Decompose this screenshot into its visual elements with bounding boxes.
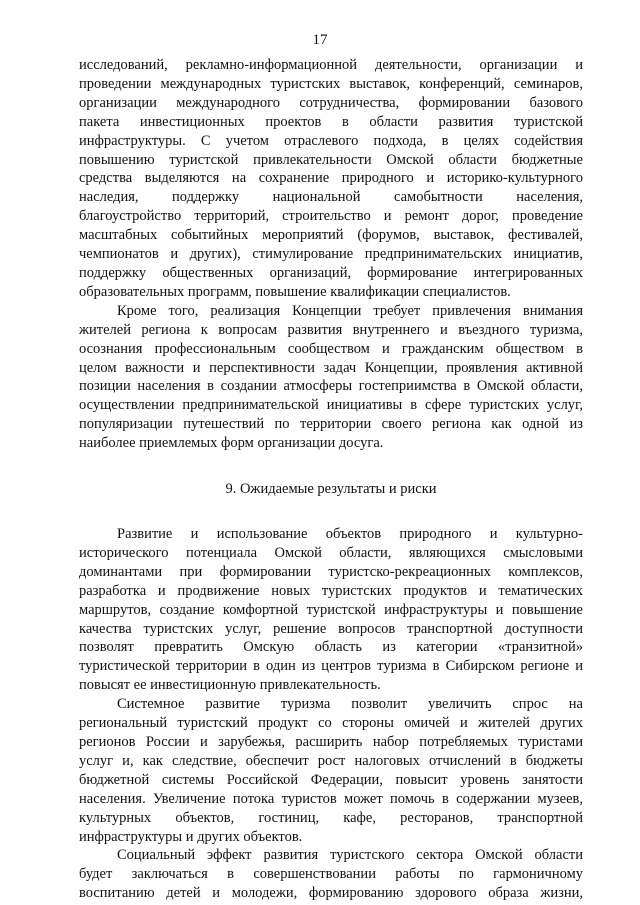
text-line: инфраструктуры и других объектов. xyxy=(79,828,303,845)
text-line: туристической территории в один из центров туризма в Сибирском регионе и xyxy=(79,658,583,675)
text-line: услуг и, как следствие, обеспечит рост налоговых отчислений в бюджеты xyxy=(79,752,583,769)
text-line: средства выделяются на сохранение природного и историко-культурного xyxy=(79,170,583,187)
text-line: масштабных событийных мероприятий (форумов, выставок, фестивалей, xyxy=(79,227,583,244)
text-line: маршрутов, создание комфортной туристской инфраструктуры и повышение xyxy=(79,601,583,618)
text-line: наследия, поддержку национальной самобытности населения, xyxy=(79,189,583,206)
text-line: популяризации путешествий по территории своего региона как одной из xyxy=(79,416,583,433)
document-body xyxy=(79,56,583,903)
text-line: доминантами при формировании туристско-рекреационных комплексов, xyxy=(79,563,583,580)
text-line: осуществлении предпринимательской инициативы в сфере туристских услуг, xyxy=(79,397,583,414)
text-line: бюджетной системы Российской Федерации, повысит уровень занятости xyxy=(79,771,583,788)
text-line: воспитанию детей и молодежи, формированию здорового образа жизни, xyxy=(79,885,583,902)
text-line: позволят превратить Омскую область из категории «транзитной» xyxy=(79,639,583,656)
text-line: благоустройство территорий, строительство и ремонт дорог, проведение xyxy=(79,208,583,225)
paragraph-3 xyxy=(79,525,583,695)
text-line: жителей региона к вопросам развития внутреннего и въездного туризма, xyxy=(79,321,583,338)
text-line: организации международного сотрудничества, формировании базового xyxy=(79,94,583,111)
text-line: региональный туристский продукт со стороны омичей и жителей других xyxy=(79,715,583,732)
paragraph-1 xyxy=(79,56,583,302)
text-line: чемпионатов и других), стимулирование предпринимательских инициатив, xyxy=(79,246,583,263)
paragraph-2 xyxy=(79,302,583,453)
text-line: образовательных программ, повышение квалификации специалистов. xyxy=(79,283,511,300)
text-line: регионов России и зарубежья, расширить набор потребляемых туристами xyxy=(79,734,583,750)
text-line: осознания профессиональным сообществом и гражданским обществом в xyxy=(79,340,583,357)
text-line: позиции населения в создании атмосферы гостеприимства в Омской области, xyxy=(79,378,583,395)
text-line: инфраструктуры. С учетом отраслевого подхода, в целях содействия xyxy=(79,132,583,149)
text-line: исторического потенциала Омской области, являющихся смысловыми xyxy=(79,544,583,561)
text-line: разработка и продвижение новых туристских продуктов и тематических xyxy=(79,582,583,599)
text-line: исследований, рекламно-информационной деятельности, организации и xyxy=(79,57,583,73)
text-line: Системное развитие туризма позволит увеличить спрос на xyxy=(117,696,583,713)
text-line: пакета инвестиционных проектов в области развития туристской xyxy=(79,113,583,130)
text-line: Социальный эффект развития туристского сектора Омской области xyxy=(117,847,583,864)
text-line: целом важности и перспективности задач Концепции, проявления активной xyxy=(79,359,583,376)
section-heading: 9. Ожидаемые результаты и риски xyxy=(225,481,437,498)
text-line: наиболее приемлемых форм организации досуга. xyxy=(79,435,384,452)
page-number: 17 xyxy=(312,32,328,48)
text-line: качества туристских услуг, решение вопросов транспортной доступности xyxy=(79,620,583,637)
text-line: Развитие и использование объектов природного и культурно- xyxy=(117,526,583,543)
text-line: населения. Увеличение потока туристов может помочь в содержании музеев, xyxy=(79,790,583,807)
text-line: проведении международных туристских выставок, конференций, семинаров, xyxy=(79,75,583,92)
paragraph-4 xyxy=(79,695,583,846)
text-line: будет заключаться в совершенствовании работы по гармоничному xyxy=(79,866,583,883)
text-line: культурных объектов, гостиниц, кафе, ресторанов, транспортной xyxy=(79,809,583,826)
text-line: повысят ее инвестиционную привлекательность. xyxy=(79,677,381,694)
text-line: поддержку общественных организаций, формирование интегрированных xyxy=(79,264,583,281)
text-line: повышению туристской привлекательности Омской области бюджетные xyxy=(79,151,583,168)
text-line: Кроме того, реализация Концепции требует привлечения внимания xyxy=(117,302,583,319)
paragraph-5 xyxy=(79,846,583,903)
